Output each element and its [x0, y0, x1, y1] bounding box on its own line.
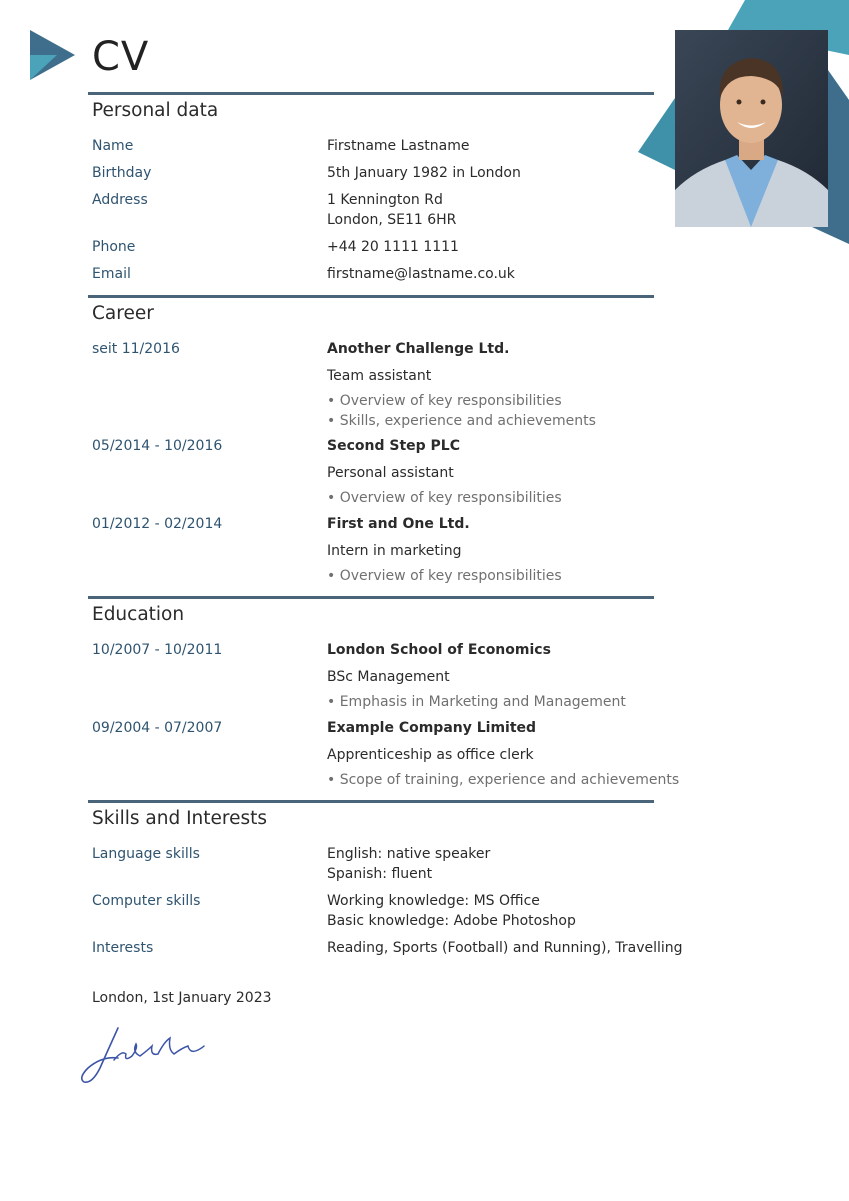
entry-bullet: • Overview of key responsibilities — [327, 490, 562, 506]
section-heading-education: Education — [92, 604, 185, 625]
row-value: Spanish: fluent — [327, 866, 433, 882]
entry-role: Team assistant — [327, 368, 432, 384]
row-value: 5th January 1982 in London — [327, 165, 521, 181]
entry-date: 10/2007 - 10/2011 — [92, 642, 223, 658]
row-label: Address — [92, 192, 148, 208]
row-label: Birthday — [92, 165, 152, 181]
row-label: Language skills — [92, 846, 200, 862]
row-label: Phone — [92, 239, 136, 255]
entry-degree: Apprenticeship as office clerk — [327, 747, 534, 763]
entry-bullet: • Skills, experience and achievements — [327, 413, 596, 429]
row-label: Name — [92, 138, 134, 154]
entry-date: 01/2012 - 02/2014 — [92, 516, 223, 532]
entry-date: 05/2014 - 10/2016 — [92, 438, 223, 454]
row-value: Firstname Lastname — [327, 138, 470, 154]
entry-degree: BSc Management — [327, 669, 450, 685]
section-heading-skills: Skills and Interests — [92, 808, 268, 829]
signature-icon — [78, 1020, 218, 1090]
entry-date: seit 11/2016 — [92, 341, 180, 357]
entry-bullet: • Scope of training, experience and achievements — [327, 772, 680, 788]
entry-bullet: • Overview of key responsibilities — [327, 568, 562, 584]
entry-company: First and One Ltd. — [327, 516, 470, 532]
row-label: Interests — [92, 940, 154, 956]
entry-role: Personal assistant — [327, 465, 454, 481]
portrait-photo-icon — [675, 30, 828, 227]
section-heading-personal: Personal data — [92, 100, 219, 121]
row-value: Reading, Sports (Football) and Running), Travelling — [327, 940, 683, 956]
row-value: Working knowledge: MS Office — [327, 893, 540, 909]
row-label: Email — [92, 266, 131, 282]
row-value: Basic knowledge: Adobe Photoshop — [327, 913, 576, 929]
row-value: firstname@lastname.co.uk — [327, 266, 515, 282]
entry-institution: Example Company Limited — [327, 720, 537, 736]
entry-bullet: • Overview of key responsibilities — [327, 393, 562, 409]
entry-company: Another Challenge Ltd. — [327, 341, 510, 357]
entry-institution: London School of Economics — [327, 642, 551, 658]
place-and-date: London, 1st January 2023 — [92, 990, 272, 1006]
entry-bullet: • Emphasis in Marketing and Management — [327, 694, 626, 710]
skills-section — [88, 800, 683, 973]
entry-date: 09/2004 - 07/2007 — [92, 720, 223, 736]
entry-company: Second Step PLC — [327, 438, 460, 454]
page-title: CV — [92, 34, 150, 80]
career-section — [88, 295, 654, 598]
section-heading-career: Career — [92, 303, 154, 324]
row-label: Computer skills — [92, 893, 201, 909]
row-value: London, SE11 6HR — [327, 212, 457, 228]
row-value: 1 Kennington Rd — [327, 192, 443, 208]
row-value: English: native speaker — [327, 846, 491, 862]
personal-data-section — [88, 92, 654, 295]
row-value: +44 20 1111 1111 — [327, 239, 459, 255]
education-section — [88, 596, 680, 799]
entry-role: Intern in marketing — [327, 543, 462, 559]
